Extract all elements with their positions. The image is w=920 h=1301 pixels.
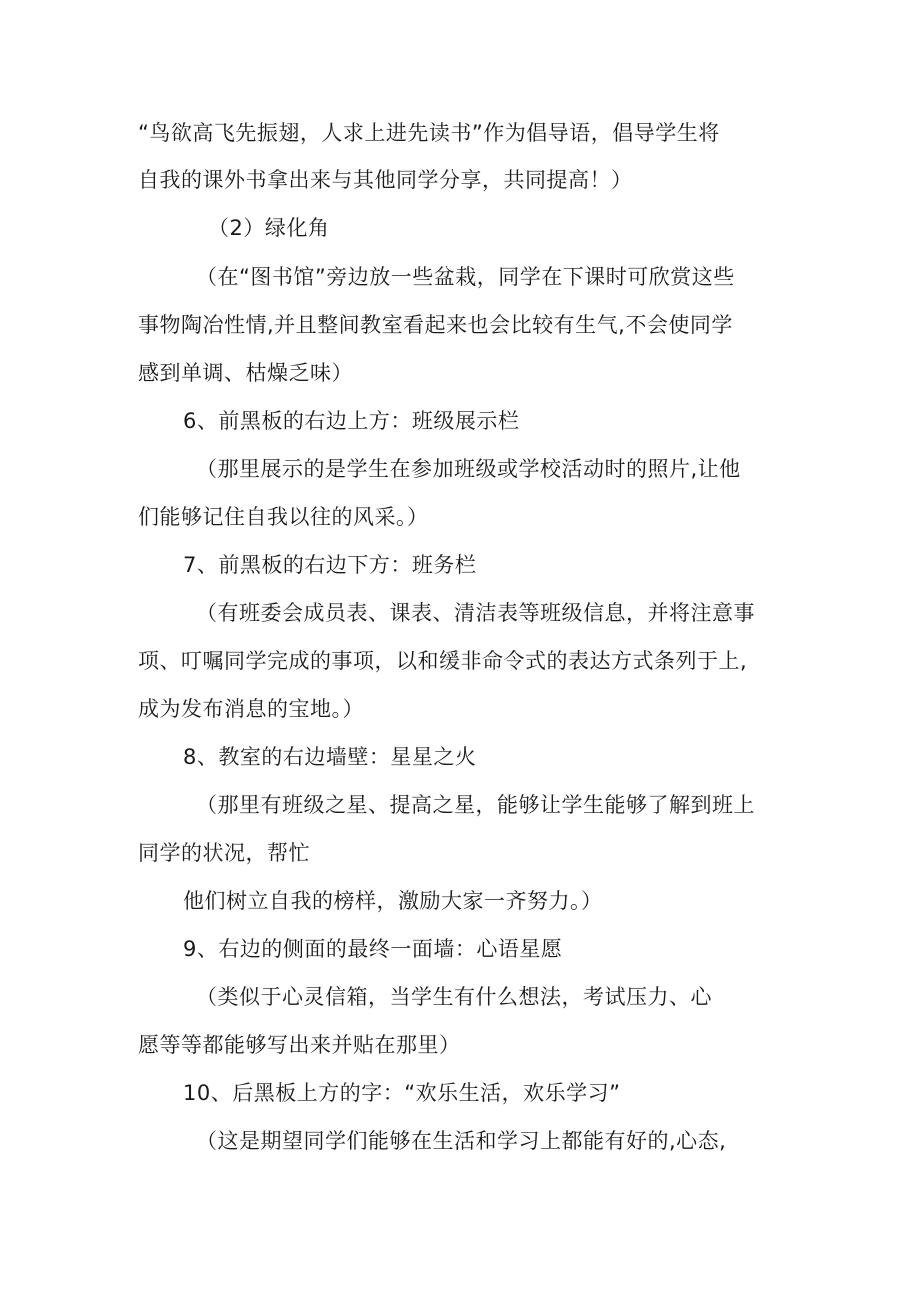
text-line: “鸟欲高飞先振翅，人求上进先读书”作为倡导语，倡导学生将 bbox=[138, 121, 720, 145]
section-heading: 6、前黑板的右边上方：班级展示栏 bbox=[183, 409, 520, 433]
text-line: 们能够记住自我以往的风采。） bbox=[138, 505, 429, 529]
text-line: 事物陶冶性情,并且整间教室看起来也会比较有生气,不会使同学 bbox=[138, 313, 733, 337]
text-line: （那里展示的是学生在参加班级或学校活动时的照片,让他 bbox=[196, 457, 741, 481]
section-heading: 10、后黑板上方的字：“欢乐生活，欢乐学习” bbox=[183, 1081, 621, 1105]
text-line: 他们树立自我的榜样，激励大家一齐努力。） bbox=[183, 889, 603, 913]
text-line: 感到单调、枯燥乏味） bbox=[138, 361, 353, 385]
text-line: 愿等等都能够写出来并贴在那里） bbox=[138, 1033, 461, 1057]
text-line: （这是期望同学们能够在生活和学习上都能有好的,心态, bbox=[196, 1129, 727, 1153]
text-line: （类似于心灵信箱，当学生有什么想法，考试压力、心 bbox=[196, 985, 712, 1009]
text-line: 成为发布消息的宝地。） bbox=[138, 697, 364, 721]
text-line: 同学的状况，帮忙 bbox=[138, 841, 310, 865]
section-heading: 8、教室的右边墙壁：星星之火 bbox=[183, 745, 477, 769]
text-line: 自我的课外书拿出来与其他同学分享，共同提高！） bbox=[138, 168, 633, 192]
text-line: （那里有班级之星、提高之星，能够让学生能够了解到班上 bbox=[196, 793, 755, 817]
section-heading: 7、前黑板的右边下方：班务栏 bbox=[183, 553, 477, 577]
section-heading: 9、右边的侧面的最终一面墙：心语星愿 bbox=[183, 937, 563, 961]
text-line: （在“图书馆”旁边放一些盆栽，同学在下课时可欣赏这些 bbox=[196, 265, 735, 289]
text-line: （有班委会成员表、课表、清洁表等班级信息，并将注意事 bbox=[196, 601, 755, 625]
text-line: 项、叮嘱同学完成的事项，以和缓非命令式的表达方式条列于上, bbox=[138, 649, 748, 673]
section-heading: （2）绿化角 bbox=[208, 216, 330, 240]
